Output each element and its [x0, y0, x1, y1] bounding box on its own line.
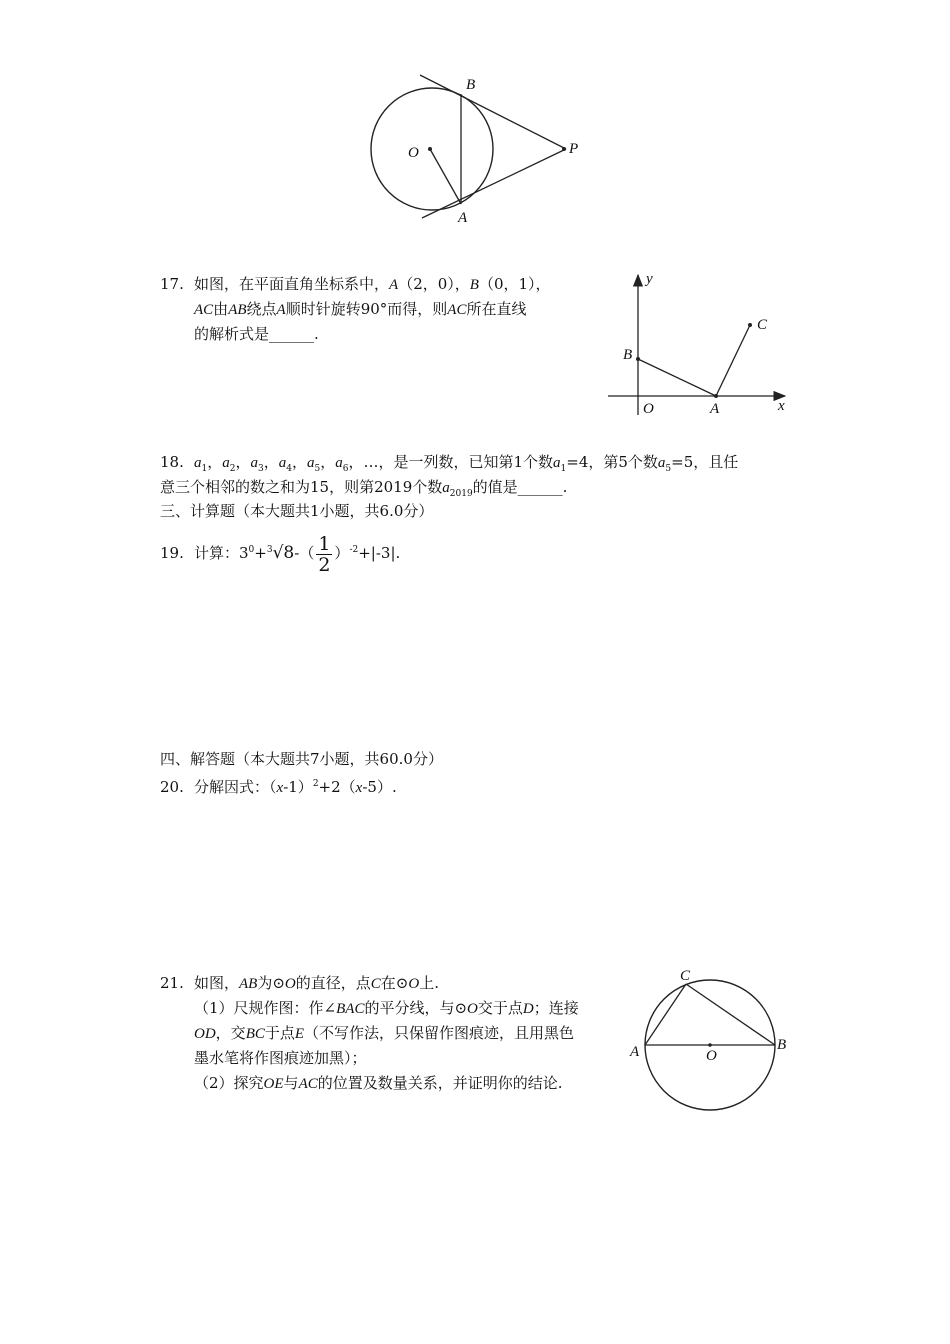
- label-a: A: [458, 210, 468, 226]
- q21-line-1: 21. 如图，AB为⊙O的直径，点C在⊙O上.: [160, 974, 439, 992]
- q21-line-5: （2）探究OE与AC的位置及数量关系，并证明你的结论.: [194, 1074, 563, 1092]
- point-b: [636, 357, 640, 361]
- tangent-line-pa: [422, 149, 566, 218]
- chord-cb: [686, 984, 775, 1045]
- section-heading-3: 三、计算题（本大题共1小题，共6.0分）: [160, 502, 434, 520]
- q21-line-2: （1）尺规作图：作∠BAC的平分线，与⊙O交于点D；连接: [194, 999, 579, 1017]
- tangent-line-pb: [420, 75, 566, 149]
- question-number: 17.: [160, 275, 184, 293]
- segment-ab: [638, 359, 716, 396]
- q18-line-1: 18. $a_1$，$a_2$，$a_3$，$a_4$，$a_5$，$a_6$，…，是一列数，已知第1个数$a_1=4$，第5个数$a_5=5$，且任: [160, 453, 739, 474]
- chord-ac: [645, 984, 686, 1045]
- label-b: B: [777, 1037, 787, 1053]
- label-y: y: [646, 271, 653, 287]
- label-x: x: [778, 398, 785, 414]
- point-a: [714, 394, 718, 398]
- label-b: B: [623, 347, 633, 363]
- q21-line-3: OD，交BC于点E（不写作法，只保留作图痕迹，且用黑色: [194, 1024, 575, 1042]
- q17-line-3: 的解析式是______.: [194, 325, 319, 343]
- question-number: 21.: [160, 974, 184, 992]
- question-number: 20.: [160, 778, 184, 796]
- q20-line: 20. 分解因式：$(x-1)^2+2(x-5)$.: [160, 778, 397, 796]
- label-o: O: [408, 145, 419, 161]
- root-index: 3: [266, 545, 273, 555]
- figure-q16-circle-tangents: [360, 65, 590, 235]
- label-p: P: [569, 141, 579, 157]
- segment-ac: [716, 325, 750, 396]
- q21-line-4: 墨水笔将作图痕迹加黑）；: [194, 1049, 367, 1067]
- point-c: [748, 323, 752, 327]
- q18-line-2: 意三个相邻的数之和为15，则第2019个数$a_{2019}$的值是______.: [160, 478, 568, 499]
- segment-oa: [430, 149, 461, 204]
- label-a: A: [630, 1044, 640, 1060]
- figure-q21-circle-diameter: [625, 962, 800, 1117]
- label-c: C: [680, 968, 691, 984]
- label-o: O: [643, 401, 654, 417]
- q17-line-1: 17. 如图，在平面直角坐标系中，A（2，0），B（0，1），: [160, 275, 551, 293]
- question-number: 18.: [160, 453, 184, 471]
- q17-line-2: AC由AB绕点A顺时针旋转90°而得，则AC所在直线: [194, 300, 527, 318]
- label-c: C: [757, 317, 768, 333]
- question-number: 19.: [160, 544, 184, 562]
- q19-line: 19. 计算：$3^0+^3√8-$（ $\frac{1}{2}$ ）$^{-2}$+|-3|.: [160, 532, 401, 576]
- section-heading-4: 四、解答题（本大题共7小题，共60.0分）: [160, 750, 443, 768]
- label-a: A: [710, 401, 720, 417]
- label-b: B: [466, 77, 476, 93]
- point-p: [562, 147, 566, 151]
- fraction-one-half: $\frac{1}{2}$: [318, 532, 331, 576]
- point-o: [428, 147, 432, 151]
- figure-q17-coordinate-plane: [600, 265, 800, 425]
- label-o: O: [706, 1048, 717, 1064]
- cube-root: √8: [272, 543, 295, 563]
- point-o: [708, 1043, 712, 1047]
